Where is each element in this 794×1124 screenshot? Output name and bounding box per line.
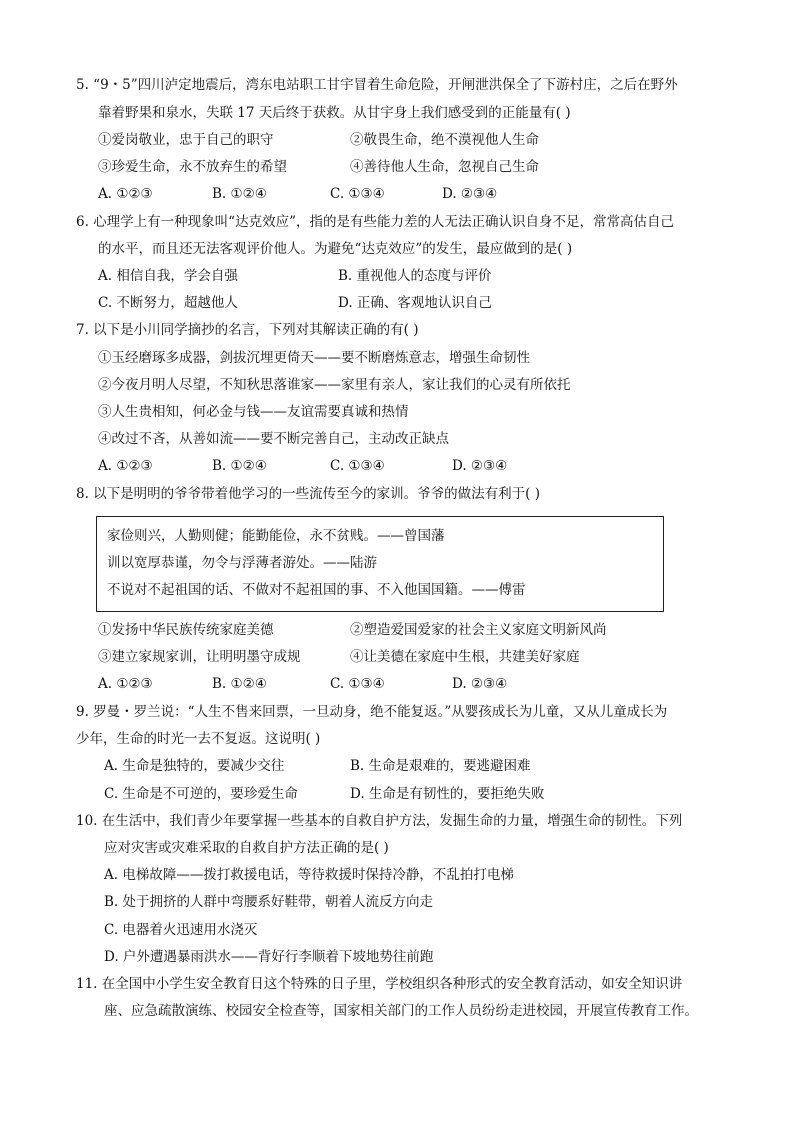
q10-stem-line2: 应对灾害或灾难采取的自救自护方法正确的是( ) — [104, 840, 389, 856]
q5-stem-line2: 靠着野果和泉水，失联 17 天后终于获救。从甘宇身上我们感受到的正能量有( ) — [98, 105, 571, 121]
q6-option-b: B. 重视他人的态度与评价 — [338, 268, 492, 284]
q7-statement-1: ①玉经磨琢多成器，剑拔沉埋更倚天——要不断磨炼意志，增强生命韧性 — [98, 350, 530, 366]
q7-statement-3: ③人生贵相知，何必金与钱——友谊需要真诚和热情 — [98, 404, 409, 420]
q10-stem-line1: 10. 在生活中，我们青少年要掌握一些基本的自救自护方法，发掘生命的力量，增强生命的韧性。下列 — [76, 813, 683, 829]
q9-option-c: C. 生命是不可逆的，要珍爱生命 — [104, 786, 298, 802]
q8-statement-2: ②塑造爱国爱家的社会主义家庭文明新风尚 — [350, 622, 607, 638]
family-motto-box — [96, 516, 664, 612]
q9-option-a: A. 生命是独特的，要减少交往 — [104, 758, 285, 774]
q6-option-a: A. 相信自我，学会自强 — [98, 268, 238, 284]
motto-lu-you: 训以宽厚恭谨，勿令与浮薄者游处。——陆游 — [107, 555, 377, 571]
q6-option-d: D. 正确、客观地认识自己 — [338, 295, 492, 311]
q8-option-c: C. ①③④ — [330, 676, 385, 692]
q8-stem: 8. 以下是明明的爷爷带着他学习的一些流传至今的家训。爷爷的做法有利于( ) — [76, 486, 540, 502]
q7-option-c: C. ①③④ — [330, 458, 385, 474]
q10-option-b: B. 处于拥挤的人群中弯腰系好鞋带，朝着人流反方向走 — [104, 894, 434, 910]
q8-statement-3: ③建立家规家训，让明明墨守成规 — [98, 649, 301, 665]
q9-stem-line2: 少年，生命的时光一去不复返。这说明( ) — [76, 731, 321, 747]
q7-statement-2: ②今夜月明人尽望，不知秋思落谁家——家里有亲人，家让我们的心灵有所依托 — [98, 377, 571, 393]
q8-statement-4: ④让美德在家庭中生根，共建美好家庭 — [350, 649, 580, 665]
q8-option-b: B. ①②④ — [212, 676, 267, 692]
q5-stem-line1: 5. “9・5”四川泸定地震后，湾东电站职工甘宇冒着生命危险，开闸泄洪保全了下游村庄，之后在野外 — [76, 77, 678, 93]
q11-stem-line1: 11. 在全国中小学生安全教育日这个特殊的日子里，学校组织各种形式的安全教育活动，如安全知识讲 — [76, 976, 683, 992]
q5-statement-2: ②敬畏生命，绝不漠视他人生命 — [350, 132, 539, 148]
q5-option-d: D. ②③④ — [442, 186, 498, 202]
q9-option-b: B. 生命是艰难的，要逃避困难 — [350, 758, 531, 774]
q8-statement-1: ①发扬中华民族传统家庭美德 — [98, 622, 274, 638]
q5-option-b: B. ①②④ — [212, 186, 267, 202]
q6-option-c: C. 不断努力，超越他人 — [98, 295, 238, 311]
q7-option-b: B. ①②④ — [212, 458, 267, 474]
motto-fu-lei: 不说对不起祖国的话、不做对不起祖国的事、不入他国国籍。——傅雷 — [107, 582, 526, 598]
q10-option-d: D. 户外遭遇暴雨洪水——背好行李顺着下坡地势往前跑 — [104, 949, 434, 965]
q9-option-d: D. 生命是有韧性的，要拒绝失败 — [350, 786, 545, 802]
q8-option-a: A. ①②③ — [98, 676, 153, 692]
q7-option-a: A. ①②③ — [98, 458, 153, 474]
q9-stem-line1: 9. 罗曼・罗兰说：“人生不售来回票，一旦动身，绝不能复返。”从婴孩成长为儿童，又从儿童成长为 — [76, 704, 668, 720]
q10-option-a: A. 电梯故障——拨打救援电话，等待救援时保持冷静，不乱拍打电梯 — [104, 867, 514, 883]
q7-stem: 7. 以下是小川同学摘抄的名言，下列对其解读正确的有( ) — [76, 322, 419, 338]
q5-option-c: C. ①③④ — [330, 186, 385, 202]
q6-stem-line1: 6. 心理学上有一种现象叫“达克效应”，指的是有些能力差的人无法正确认识自身不足，常常高估自己 — [76, 214, 674, 230]
q10-option-c: C. 电器着火迅速用水浇灭 — [104, 922, 258, 938]
q5-statement-4: ④善待他人生命，忽视自己生命 — [350, 159, 539, 175]
q8-option-d: D. ②③④ — [452, 676, 508, 692]
q5-option-a: A. ①②③ — [98, 186, 153, 202]
q5-statement-1: ①爱岗敬业，忠于自己的职守 — [98, 132, 274, 148]
q7-statement-4: ④改过不吝，从善如流——要不断完善自己，主动改正缺点 — [98, 431, 449, 447]
q7-option-d: D. ②③④ — [452, 458, 508, 474]
q5-statement-3: ③珍爱生命，永不放弃生的希望 — [98, 159, 287, 175]
motto-zeng-guofan: 家俭则兴，人勤则健；能勤能俭，永不贫贱。——曾国藩 — [107, 528, 445, 544]
q11-stem-line2: 座、应急疏散演练、校园安全检查等，国家相关部门的工作人员纷纷走进校园，开展宣传教育工作。 — [104, 1003, 698, 1019]
q6-stem-line2: 的水平，而且还无法客观评价他人。为避免“达克效应”的发生，最应做到的是( ) — [98, 241, 573, 257]
